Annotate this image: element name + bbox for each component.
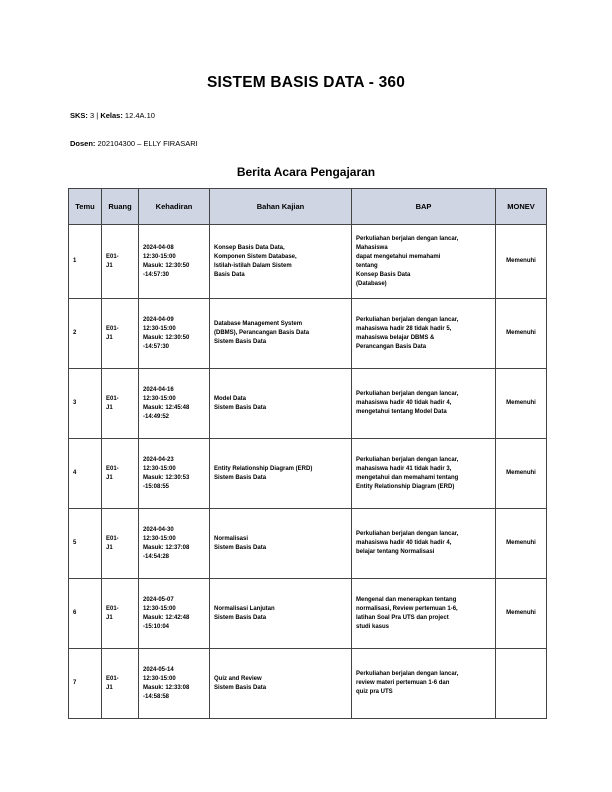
cell-ruang: [102, 225, 139, 299]
cell-monev: Memenuhi: [496, 299, 547, 369]
cell-temu: 6: [69, 579, 102, 649]
cell-ruang-text: E01- J1: [106, 605, 119, 621]
cell-temu: 4: [69, 439, 102, 509]
table-row: [69, 299, 547, 369]
cell-kehadiran-text: 2024-04-30 12:30-15:00 Masuk: 12:37:08 -14:54:28: [143, 526, 190, 560]
cell-kehadiran-text: 2024-04-23 12:30-15:00 Masuk: 12:30:53 -15:08:55: [143, 456, 190, 490]
cell-temu: 2: [69, 299, 102, 369]
sks-value: 3 |: [90, 111, 101, 120]
cell-bap: [352, 225, 496, 299]
cell-bahan-kajian: [210, 509, 352, 579]
table-row: [69, 369, 547, 439]
bap-table: [68, 188, 547, 719]
header-temu: Temu: [69, 189, 102, 225]
sks-kelas-line: [70, 111, 155, 120]
kelas-value: 12.4A.10: [124, 111, 155, 120]
cell-bap-text: Perkuliahan berjalan dengan lancar, review materi pertemuan 1-6 dan quiz pra UTS: [356, 671, 459, 695]
cell-bap-text: Perkuliahan berjalan dengan lancar, Mahasiswa dapat mengetahui memahami tentang Konsep Basis Data (Database): [356, 235, 459, 287]
cell-kehadiran: [139, 369, 210, 439]
cell-bahan-text: Database Management System (DBMS), Perancangan Basis Data Sistem Basis Data: [214, 321, 310, 345]
cell-bap-text: Perkuliahan berjalan dengan lancar, mahasiswa hadir 41 tidak hadir 3, mengetahui dan memahami tentang Entity Relationship Diagram (ERD): [356, 456, 459, 490]
header-kehadiran: Kehadiran: [139, 189, 210, 225]
table-row: [69, 439, 547, 509]
cell-kehadiran-text: 2024-05-07 12:30-15:00 Masuk: 12:42:48 -15:10:04: [143, 596, 190, 630]
cell-monev: Memenuhi: [496, 369, 547, 439]
cell-bap: [352, 509, 496, 579]
cell-bap: [352, 649, 496, 719]
cell-bahan-kajian: [210, 299, 352, 369]
table-row: [69, 509, 547, 579]
cell-temu: 5: [69, 509, 102, 579]
cell-ruang-text: E01- J1: [106, 675, 119, 691]
cell-ruang-text: E01- J1: [106, 395, 119, 411]
cell-monev: Memenuhi: [496, 509, 547, 579]
cell-bahan-text: Quiz and Review Sistem Basis Data: [214, 675, 267, 691]
cell-ruang: [102, 579, 139, 649]
cell-kehadiran: [139, 299, 210, 369]
cell-bahan-text: Normalisasi Lanjutan Sistem Basis Data: [214, 605, 275, 621]
cell-bahan-text: Entity Relationship Diagram (ERD) Sistem Basis Data: [214, 465, 313, 481]
table-row: [69, 225, 547, 299]
cell-bahan-kajian: [210, 225, 352, 299]
dosen-line: [70, 139, 198, 148]
cell-kehadiran-text: 2024-04-08 12:30-15:00 Masuk: 12:30:50 -14:57:30: [143, 244, 190, 278]
cell-bap-text: Perkuliahan berjalan dengan lancar, mahasiswa hadir 40 tidak hadir 4, mengetahui tentang Model Data: [356, 391, 459, 415]
header-bahan-kajian: Bahan Kajian: [210, 189, 352, 225]
cell-bahan-kajian: [210, 369, 352, 439]
cell-ruang-text: E01- J1: [106, 253, 119, 269]
cell-kehadiran-text: 2024-04-09 12:30-15:00 Masuk: 12:30:50 -14:57:30: [143, 316, 190, 350]
cell-kehadiran: [139, 579, 210, 649]
dosen-value: 202104300 – ELLY FIRASARI: [97, 139, 198, 148]
header-ruang: Ruang: [102, 189, 139, 225]
cell-kehadiran: [139, 509, 210, 579]
cell-temu: 1: [69, 225, 102, 299]
cell-ruang-text: E01- J1: [106, 465, 119, 481]
cell-temu: 7: [69, 649, 102, 719]
cell-kehadiran: [139, 649, 210, 719]
cell-kehadiran: [139, 439, 210, 509]
cell-monev: Memenuhi: [496, 225, 547, 299]
cell-bahan-kajian: [210, 439, 352, 509]
cell-bahan-text: Konsep Basis Data Data, Komponen Sistem Database, Istilah-istilah Dalam Sistem Basis Data: [214, 244, 297, 278]
cell-bahan-kajian: [210, 649, 352, 719]
cell-ruang-text: E01- J1: [106, 325, 119, 341]
cell-ruang: [102, 509, 139, 579]
cell-kehadiran-text: 2024-04-16 12:30-15:00 Masuk: 12:45:48 -14:49:52: [143, 386, 190, 420]
cell-ruang-text: E01- J1: [106, 535, 119, 551]
cell-bap: [352, 439, 496, 509]
cell-monev: Memenuhi: [496, 579, 547, 649]
table-row: [69, 579, 547, 649]
cell-ruang: [102, 299, 139, 369]
cell-kehadiran-text: 2024-05-14 12:30-15:00 Masuk: 12:33:08 -14:58:58: [143, 666, 190, 700]
dosen-label: Dosen:: [70, 139, 96, 148]
kelas-label: Kelas:: [100, 111, 123, 120]
document-title: SISTEM BASIS DATA - 360: [206, 74, 406, 91]
cell-bap: [352, 299, 496, 369]
table-title: Berita Acara Pengajaran: [236, 165, 376, 179]
cell-monev: [496, 649, 547, 719]
cell-bap: [352, 369, 496, 439]
cell-bap-text: Mengenal dan menerapkan tentang normalisasi, Review pertemuan 1-6, latihan Soal Pra UTS dan project studi kasus: [356, 596, 458, 630]
cell-temu: 3: [69, 369, 102, 439]
table-row: [69, 649, 547, 719]
cell-bahan-text: Normalisasi Sistem Basis Data: [214, 535, 267, 551]
cell-ruang: [102, 439, 139, 509]
cell-kehadiran: [139, 225, 210, 299]
table-header-row: [69, 189, 547, 225]
cell-bahan-kajian: [210, 579, 352, 649]
cell-ruang: [102, 649, 139, 719]
cell-bap: [352, 579, 496, 649]
cell-bap-text: Perkuliahan berjalan dengan lancar, mahasiswa hadir 28 tidak hadir 5, mahasiswa belajar DBMS & Perancangan Basis Data: [356, 316, 459, 350]
cell-ruang: [102, 369, 139, 439]
cell-bap-text: Perkuliahan berjalan dengan lancar, mahasiswa hadir 40 tidak hadir 4, belajar tentang Normalisasi: [356, 531, 459, 555]
sks-label: SKS:: [70, 111, 88, 120]
header-bap: BAP: [352, 189, 496, 225]
cell-monev: Memenuhi: [496, 439, 547, 509]
cell-bahan-text: Model Data Sistem Basis Data: [214, 395, 267, 411]
header-monev: MONEV: [496, 189, 547, 225]
